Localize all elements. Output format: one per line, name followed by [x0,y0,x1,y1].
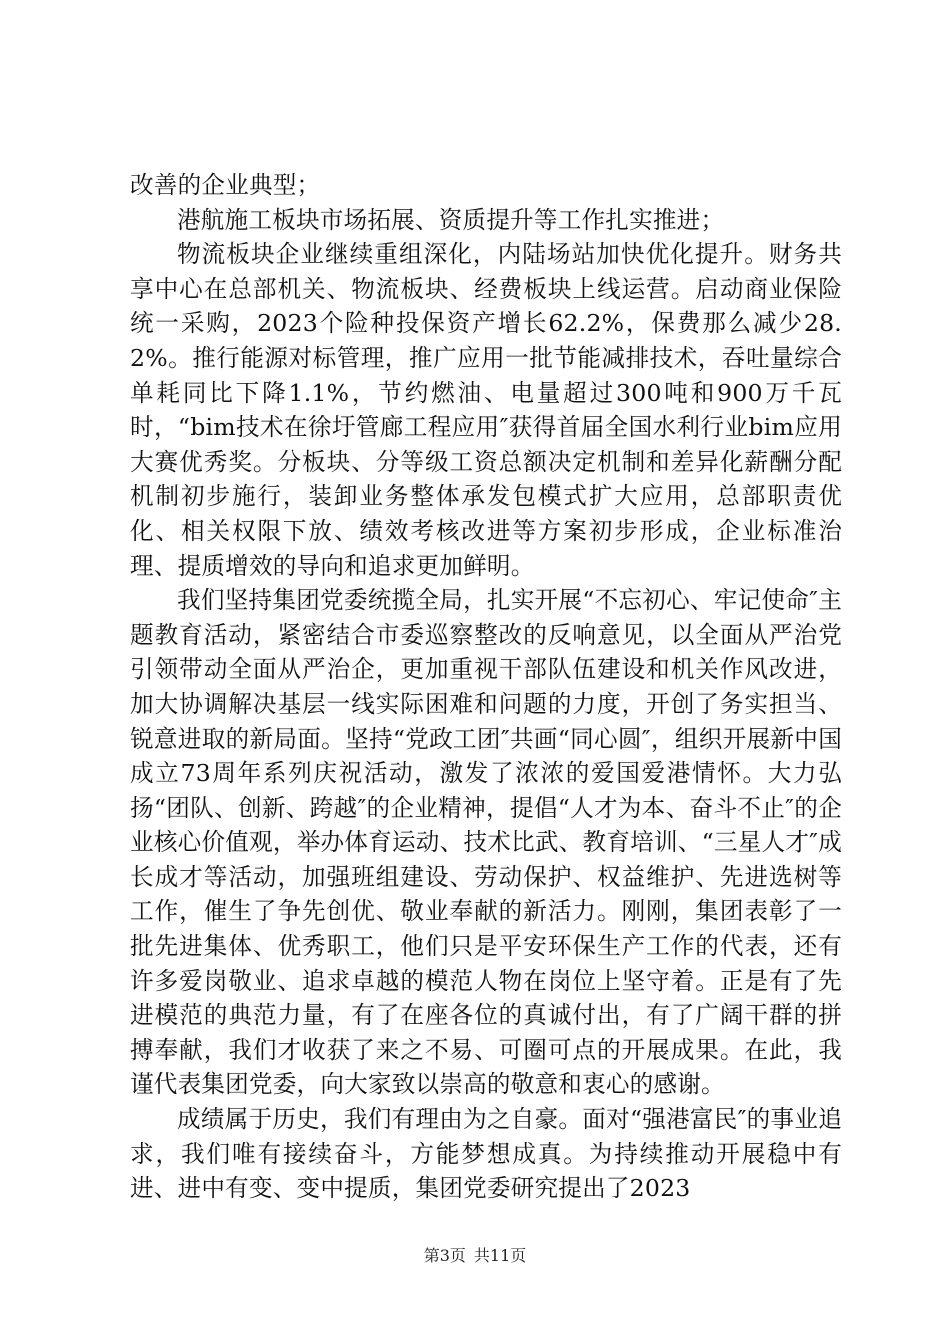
paragraph-2: 港航施工板块市场拓展、资质提升等工作扎实推进； [177,205,725,234]
paragraph-5: 成绩属于历史，我们有理由为之自豪。面对“强港富民″的事业追求，我们唯有接续奋斗，方能梦想成真。为持续推动开展稳中有进、进中有变、变中提质，集团党委研究提出了2023 [130,1105,842,1203]
paragraph-1: 改善的企业典型； [130,171,321,199]
page-footer [0,1246,950,1266]
paragraph-3: 物流板块企业继续重组深化，内陆场站加快优化提升。财务共享中心在总部机关、物流板块、经费板块上线运营。启动商业保险统一采购，2023个险种投保资产增长62.2%，保费那么减少28.2%。推行能源对标管理，推广应用一批节能减排技术，吞吐量综合单耗同比下降1.1%，节约燃油、电量超过300吨和900万千瓦时，“bim技术在徐圩管廊工程应用″获得首届全国水利行业bim应用大赛优秀奖。分板块、分等级工资总额决定机制和差异化薪酬分配机制初步施行，装卸业务整体承发包模式扩大应用，总部职责优化、相关权限下放、绩效考核改进等方案初步形成，企业标准治理、提质增效的导向和追求更加鲜明。 [130,240,842,580]
paragraph-4: 我们坚持集团党委统揽全局，扎实开展“不忘初心、牢记使命″主题教育活动，紧密结合市委巡察整改的反响意见，以全面从严治党引领带动全面从严治企，更加重视干部队伍建设和机关作风改进，加大协调解决基层一线实际困难和问题的力度，开创了务实担当、锐意进取的新局面。坚持“党政工团″共画“同心圆″，组织开展新中国成立73周年系列庆祝活动，激发了浓浓的爱国爱港情怀。大力弘扬“团队、创新、跨越″的企业精神，提倡“人才为本、奋斗不止″的企业核心价值观，举办体育运动、技术比武、教育培训、“三星人才″成长成才等活动，加强班组建设、劳动保护、权益维护、先进选树等工作，催生了争先创优、敬业奉献的新活力。刚刚，集团表彰了一批先进集体、优秀职工，他们只是平安环保生产工作的代表，还有许多爱岗敬业、追求卓越的模范人物在岗位上坚守着。正是有了先进模范的典范力量，有了在座各位的真诚付出，有了广阔干群的拼搏奉献，我们才收获了来之不易、可圈可点的开展成果。在此，我谨代表集团党委，向大家致以崇高的敬意和衷心的感谢。 [130,586,842,1099]
document-body [130,168,842,1206]
page-total: 共11页 [473,1246,527,1265]
page-number: 第3页 [423,1246,466,1265]
